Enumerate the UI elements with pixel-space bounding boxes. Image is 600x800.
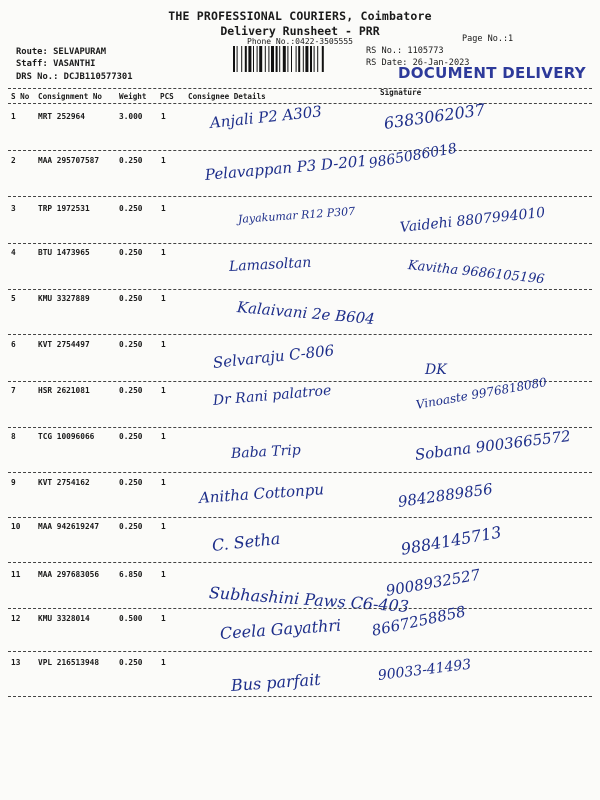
row-consignment-no: MAA 942619247 <box>38 522 100 531</box>
row-consignee-details: Lamasoltan <box>228 254 312 275</box>
barcode-image <box>232 46 358 72</box>
route-label: Route: SELVAPURAM <box>16 47 107 57</box>
col-header-consignment: Consignment No <box>38 92 103 101</box>
row-weight: 0.250 <box>119 156 143 165</box>
company-name: THE PROFESSIONAL COURIERS, Coimbatore <box>168 9 432 23</box>
row-consignment-no: VPL 216513948 <box>38 658 100 667</box>
row-weight: 0.250 <box>119 248 143 257</box>
row-consignment-no: KVT 2754162 <box>38 478 90 487</box>
document-delivery-stamp: DOCUMENT DELIVERY <box>398 64 586 82</box>
row-consignment-no: MAA 295707587 <box>38 156 100 165</box>
row-weight: 0.250 <box>119 522 143 531</box>
staff-label: Staff: VASANTHI <box>16 59 96 69</box>
row-divider <box>8 150 592 151</box>
row-consignee-details: Anitha Cottonpu <box>198 480 325 507</box>
row-signature: Sobana 9003665572 <box>413 426 572 464</box>
col-header-signature: Signature <box>380 88 422 97</box>
row-sno: 1 <box>11 112 16 121</box>
row-weight: 3.000 <box>119 112 143 121</box>
row-pcs: 1 <box>161 204 166 213</box>
col-header-pcs: PCS <box>160 92 174 101</box>
row-divider <box>8 427 592 428</box>
row-signature: Kavitha 9686105196 <box>407 258 546 288</box>
row-sno: 4 <box>11 248 16 257</box>
row-consignment-no: TCG 10096066 <box>38 432 95 441</box>
row-pcs: 1 <box>161 432 166 441</box>
row-consignee-details: C. Setha <box>211 528 282 555</box>
row-sno: 6 <box>11 340 16 349</box>
row-consignee-details: Bus parfait <box>230 669 322 695</box>
row-consignee-details: Subhashini Paws C6-403 <box>208 583 410 616</box>
rs-date: RS Date: 26-Jan-2023 <box>366 58 470 68</box>
col-header-consignee: Consignee Details <box>188 92 266 101</box>
row-pcs: 1 <box>161 658 166 667</box>
header-rule-top <box>8 88 592 89</box>
row-consignee-details: Ceela Gayathri <box>219 615 342 643</box>
row-signature: Vaidehi 8807994010 <box>399 204 546 236</box>
row-consignment-no: TRP 1972531 <box>38 204 90 213</box>
row-divider <box>8 196 592 197</box>
row-divider <box>8 696 592 697</box>
row-consignment-no: MRT 252964 <box>38 112 85 121</box>
row-pcs: 1 <box>161 522 166 531</box>
row-sno: 11 <box>11 570 21 579</box>
row-sno: 9 <box>11 478 16 487</box>
rs-number: RS No.: 1105773 <box>366 46 444 56</box>
row-signature: Vinoaste 9976818080 <box>414 375 548 412</box>
row-pcs: 1 <box>161 248 166 257</box>
col-header-weight: Weight <box>119 92 147 101</box>
row-sno: 2 <box>11 156 16 165</box>
row-sno: 3 <box>11 204 16 213</box>
row-weight: 0.250 <box>119 432 143 441</box>
row-sno: 8 <box>11 432 16 441</box>
row-signature: DK <box>425 362 447 378</box>
row-sno: 7 <box>11 386 16 395</box>
row-weight: 0.250 <box>119 340 143 349</box>
page-number: Page No.:1 <box>462 34 514 44</box>
row-sno: 10 <box>11 522 21 531</box>
row-consignee-details: Jayakumar R12 P307 <box>237 204 356 226</box>
row-consignment-no: HSR 2621081 <box>38 386 90 395</box>
row-weight: 6.850 <box>119 570 143 579</box>
row-signature: 9008932527 <box>384 565 482 600</box>
row-pcs: 1 <box>161 156 166 165</box>
row-consignment-no: KVT 2754497 <box>38 340 90 349</box>
row-signature: 9842889856 <box>396 479 494 511</box>
row-consignment-no: KMU 3327889 <box>38 294 90 303</box>
row-pcs: 1 <box>161 386 166 395</box>
row-consignment-no: KMU 3328014 <box>38 614 90 623</box>
row-consignee-details: Pelavappan P3 D-201 <box>204 151 368 184</box>
row-weight: 0.500 <box>119 614 143 623</box>
row-signature: 8667258858 <box>370 602 468 640</box>
row-signature: 90033-41493 <box>377 656 473 684</box>
row-pcs: 1 <box>161 294 166 303</box>
row-weight: 0.250 <box>119 658 143 667</box>
row-signature: 9865086018 <box>367 140 459 172</box>
row-divider <box>8 517 592 518</box>
row-consignee-details: Baba Trip <box>230 442 302 462</box>
row-consignment-no: BTU 1473965 <box>38 248 90 257</box>
row-sno: 13 <box>11 658 21 667</box>
row-weight: 0.250 <box>119 294 143 303</box>
row-pcs: 1 <box>161 614 166 623</box>
row-pcs: 1 <box>161 478 166 487</box>
row-pcs: 1 <box>161 112 166 121</box>
row-consignment-no: MAA 297683056 <box>38 570 100 579</box>
drs-number: DRS No.: DCJB110577301 <box>16 72 133 82</box>
row-divider <box>8 651 592 652</box>
row-consignee-details: Kalaivani 2e B604 <box>236 298 376 329</box>
row-consignee-details: Anjali P2 A303 <box>209 102 323 132</box>
runsheet-title: Delivery Runsheet - PRR <box>220 24 380 38</box>
row-weight: 0.250 <box>119 204 143 213</box>
row-pcs: 1 <box>161 570 166 579</box>
row-divider <box>8 334 592 335</box>
row-sno: 5 <box>11 294 16 303</box>
col-header-sno: S No <box>11 92 30 101</box>
row-divider <box>8 243 592 244</box>
row-pcs: 1 <box>161 340 166 349</box>
row-consignee-details: Selvaraju C-806 <box>212 341 336 372</box>
row-divider <box>8 289 592 290</box>
phone-number: Phone No.:0422-3505555 <box>247 37 353 46</box>
row-weight: 0.250 <box>119 478 143 487</box>
row-consignee-details: Dr Rani palatroe <box>212 382 332 409</box>
row-signature: 6383062037 <box>382 99 487 133</box>
row-divider <box>8 608 592 609</box>
row-divider <box>8 472 592 473</box>
row-sno: 12 <box>11 614 21 623</box>
row-signature: 9884145713 <box>399 522 503 559</box>
row-divider <box>8 562 592 563</box>
row-weight: 0.250 <box>119 386 143 395</box>
